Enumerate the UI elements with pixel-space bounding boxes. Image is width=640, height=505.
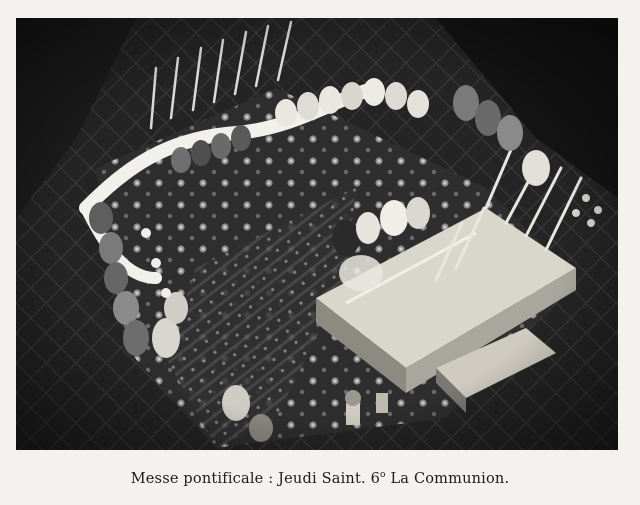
- caption-superscript: o: [380, 470, 386, 480]
- photograph: [16, 18, 618, 450]
- caption-tail: La Communion.: [385, 470, 510, 487]
- caption-lead: Messe pontificale : Jeudi Saint. 6: [130, 470, 381, 487]
- photograph-image: [16, 18, 618, 450]
- photo-caption: [0, 470, 640, 487]
